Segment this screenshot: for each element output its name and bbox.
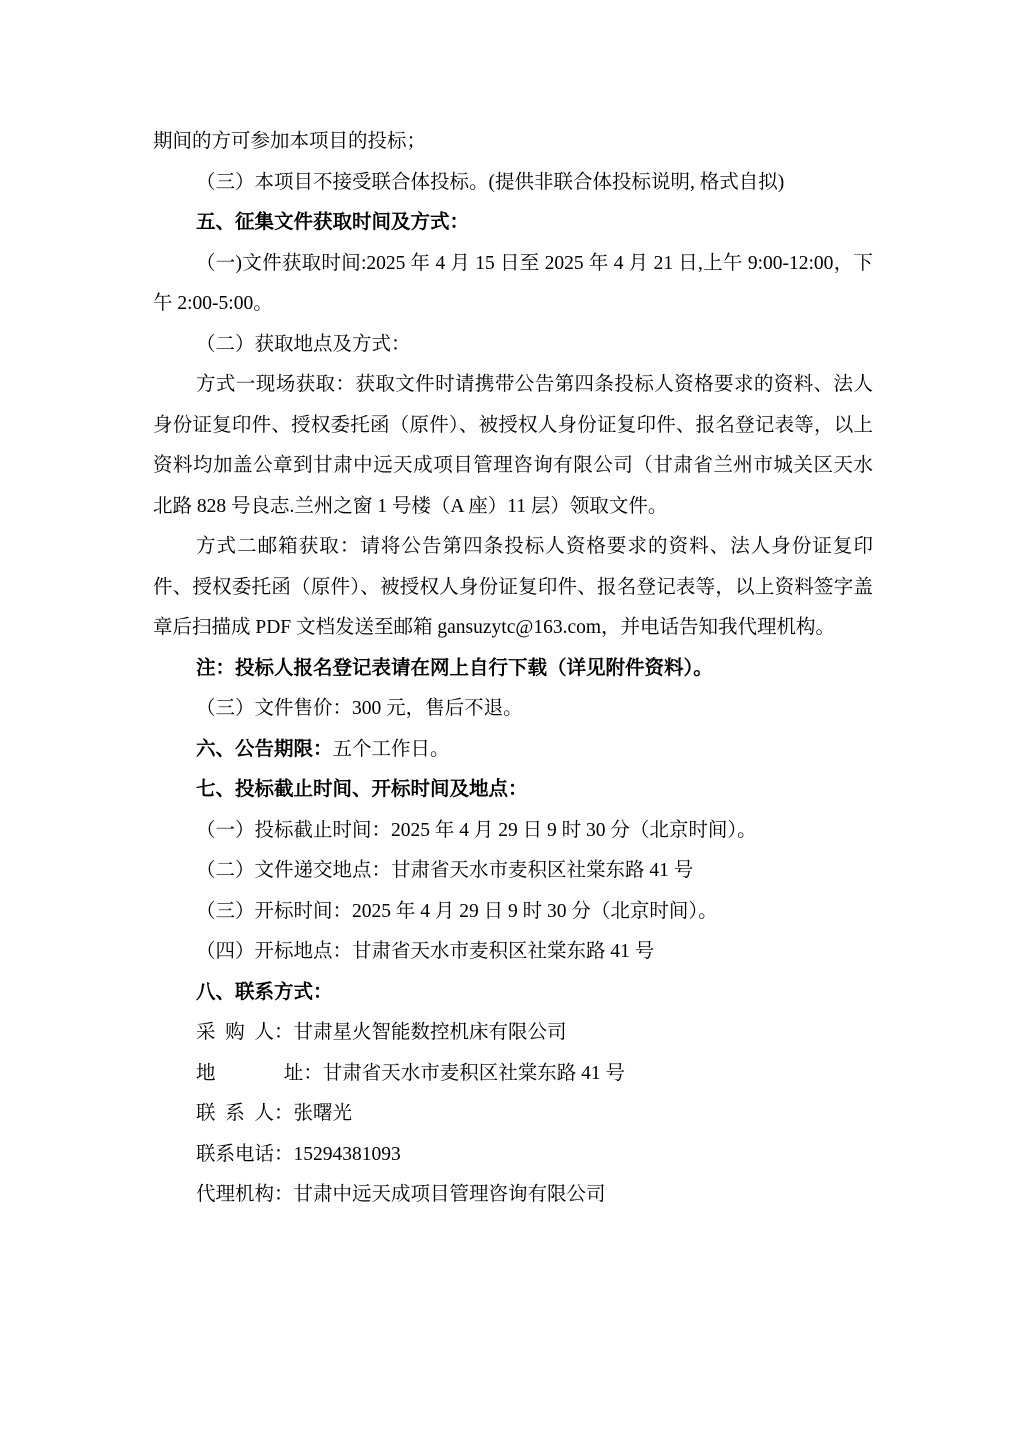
clause-no-consortium: （三）本项目不接受联合体投标。(提供非联合体投标说明, 格式自拟) — [196, 171, 785, 193]
clause-submission-location: （二）文件递交地点：甘肃省天水市麦积区社棠东路 41 号 — [196, 860, 694, 881]
contact-person: 联 系 人：张曙光 — [196, 1103, 353, 1124]
contact-address: 地 址：甘肃省天水市麦积区社棠东路 41 号 — [196, 1062, 626, 1084]
clause-bid-opening-location: （四）开标地点：甘肃省天水市麦积区社棠东路 41 号 — [196, 941, 655, 962]
clause-doc-obtain-time: （一)文件获取时间:2025 年 4 月 15 日至 2025 年 4 月 21 日,上午 9:00-12:00，下午 2:00-5:00。 — [153, 252, 873, 314]
clause-bid-deadline: （一）投标截止时间：2025 年 4 月 29 日 9 时 30 分（北京时间）。 — [196, 819, 757, 841]
heading-section-5: 五、征集文件获取时间及方式： — [196, 212, 470, 233]
section-6-label: 六、公告期限： — [196, 738, 333, 760]
clause-document-price: （三）文件售价：300 元，售后不退。 — [196, 698, 523, 719]
contact-agency: 代理机构：甘肃中远天成项目管理咨询有限公司 — [196, 1184, 606, 1205]
clause-obtain-location-method: （二）获取地点及方式： — [196, 333, 411, 355]
clause-bid-opening-time: （三）开标时间：2025 年 4 月 29 日 9 时 30 分（北京时间）。 — [196, 900, 718, 922]
section-6-value: 五个工作日。 — [332, 738, 450, 760]
paragraph-method-2-email: 方式二邮箱获取：请将公告第四条投标人资格要求的资料、法人身份证复印件、授权委托函（原件）、被授权人身份证复印件、报名登记表等，以上资料签字盖章后扫描成 PDF 文档发送至邮箱 gansuzytc@163.com，并电话告知我代理机构。 — [153, 536, 873, 638]
contact-phone: 联系电话：15294381093 — [196, 1143, 401, 1165]
heading-section-6 — [153, 730, 873, 771]
contact-purchaser: 采 购 人：甘肃星火智能数控机床有限公司 — [196, 1022, 567, 1043]
paragraph-method-1-onsite: 方式一现场获取：获取文件时请携带公告第四条投标人资格要求的资料、法人身份证复印件、授权委托函（原件）、被授权人身份证复印件、报名登记表等，以上资料均加盖公章到甘肃中远天成项目管理咨询有限公司（甘肃省兰州市城关区天水北路 828 号良志.兰州之窗 1 号楼（A 座）11 层）领取文件。 — [153, 374, 873, 517]
paragraph-bid-eligibility-continuation: 期间的方可参加本项目的投标； — [153, 131, 427, 152]
heading-section-7: 七、投标截止时间、开标时间及地点： — [196, 779, 528, 800]
note-registration-form-download: 注：投标人报名登记表请在网上自行下载（详见附件资料）。 — [196, 657, 713, 679]
heading-section-8: 八、联系方式： — [196, 981, 333, 1003]
